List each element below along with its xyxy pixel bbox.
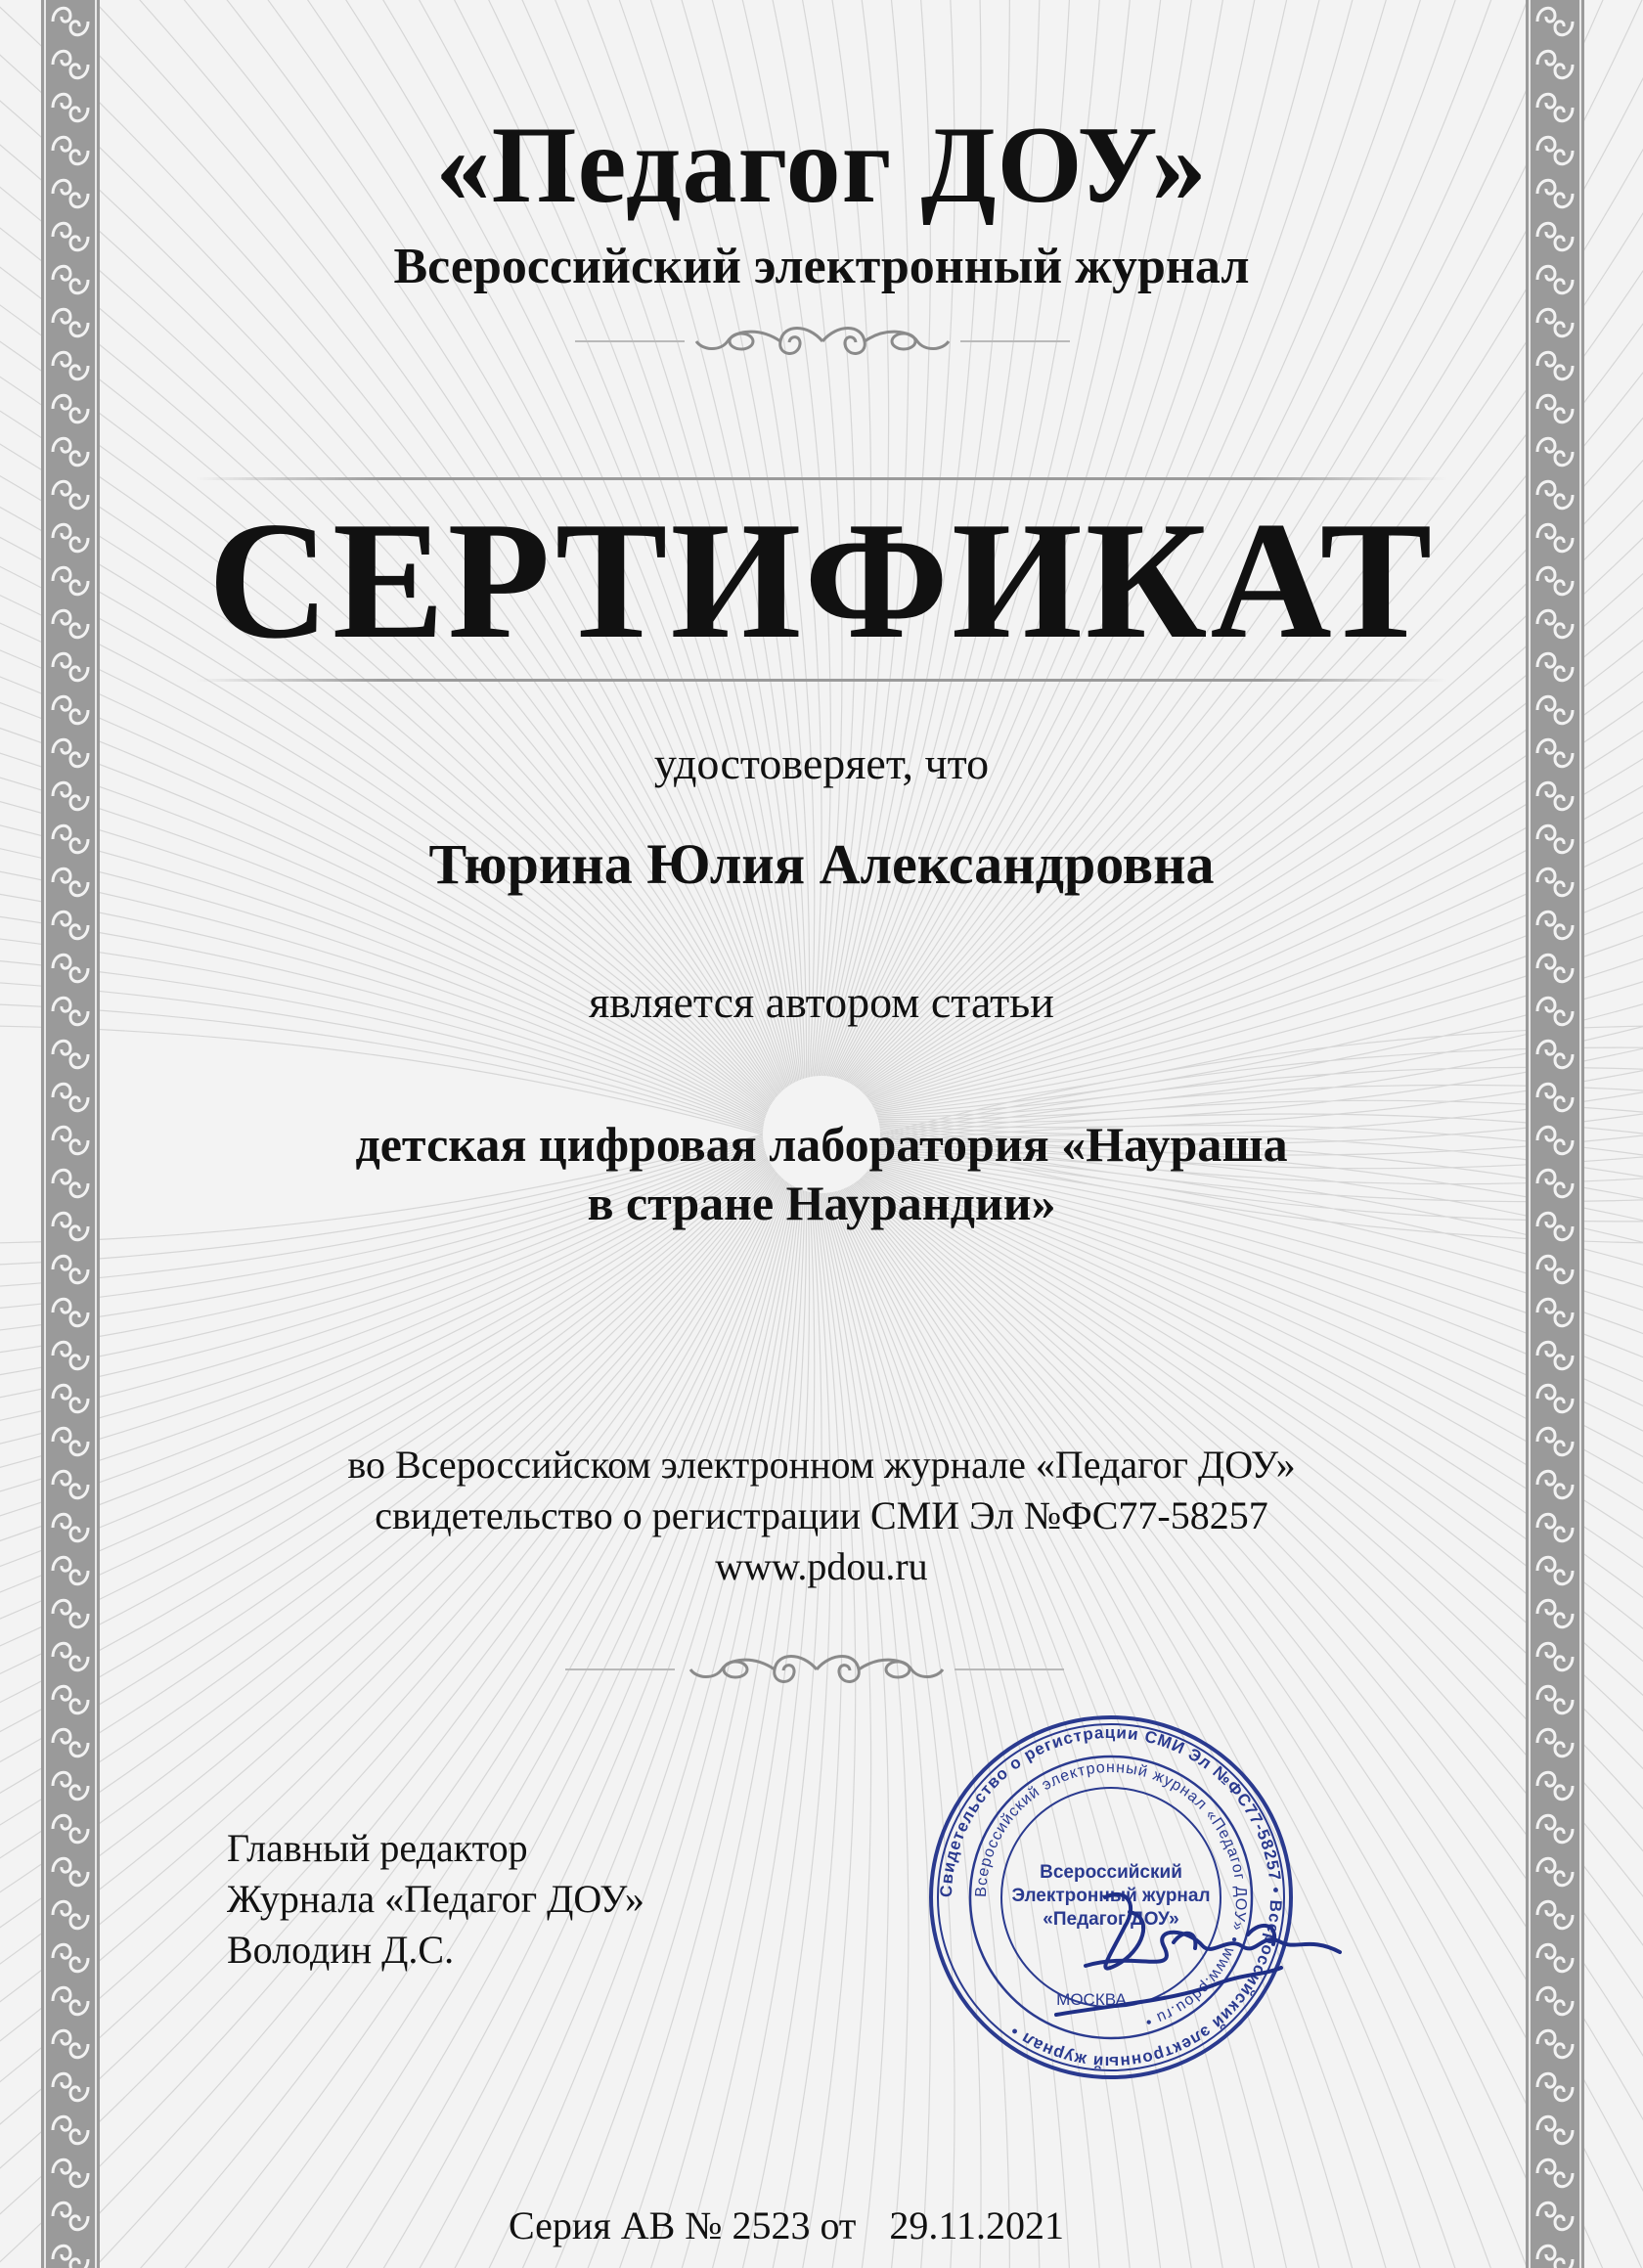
recipient-name: Тюрина Юлия Александровна — [428, 832, 1215, 896]
title-rule-top — [196, 477, 1447, 480]
issue-date: 29.11.2021 — [889, 2203, 1064, 2247]
series-number-line — [509, 2202, 1064, 2248]
editor-journal: Журнала «Педагог ДОУ» — [227, 1877, 644, 1921]
bottom-divider-right — [955, 1668, 1064, 1670]
journal-name: «Педагог ДОУ» — [435, 105, 1208, 226]
bottom-divider-left — [565, 1668, 675, 1670]
title-rule-bottom — [196, 679, 1447, 682]
certifies-text: удостоверяет, что — [653, 738, 990, 788]
journal-subtitle: Всероссийский электронный журнал — [393, 239, 1250, 294]
top-flourish-ornament — [690, 319, 955, 364]
article-title-line-1: детская цифровая лаборатория «Наураша — [355, 1117, 1288, 1172]
editor-name: Володин Д.С. — [227, 1928, 455, 1972]
stamp-city: МОСКВА — [1056, 1990, 1127, 2009]
publication-journal-line: во Всероссийском электронном журнале «Педагог ДОУ» — [347, 1443, 1296, 1487]
top-divider-right — [960, 340, 1070, 342]
stamp-center-line-2: Электронный журнал — [1011, 1886, 1211, 1906]
handwritten-signature — [1017, 1858, 1389, 2034]
certificate-title: СЕРТИФИКАТ — [207, 488, 1436, 674]
top-divider-left — [575, 340, 685, 342]
article-title-line-2: в стране Наурандии» — [587, 1176, 1056, 1230]
stamp-inner-ring-text: Всероссийский электронный журнал «Педагог ДОУ» • www.pdou.ru • — [972, 1758, 1250, 2031]
series-label: Серия АВ № 2523 от — [509, 2203, 857, 2247]
publication-info — [0, 1440, 1643, 1592]
stamp-center-line-3: «Педагог ДОУ» — [1043, 1909, 1179, 1930]
article-title — [0, 1115, 1643, 1232]
stamp-outer-ring-text: Свидетельство о регистрации СМИ Эл №ФС77-58257 • Всероссийский электронный журнал • — [936, 1722, 1286, 2072]
editor-title: Главный редактор — [227, 1826, 528, 1870]
editor-signature-block — [227, 1823, 644, 1976]
bottom-flourish-ornament — [685, 1647, 949, 1692]
website-line: www.pdou.ru — [715, 1544, 928, 1588]
stamp-center-line-1: Всероссийский — [1040, 1862, 1182, 1883]
registration-line: свидетельство о регистрации СМИ Эл №ФС77-58257 — [375, 1493, 1268, 1537]
is-author-text: является автором статьи — [589, 977, 1054, 1027]
